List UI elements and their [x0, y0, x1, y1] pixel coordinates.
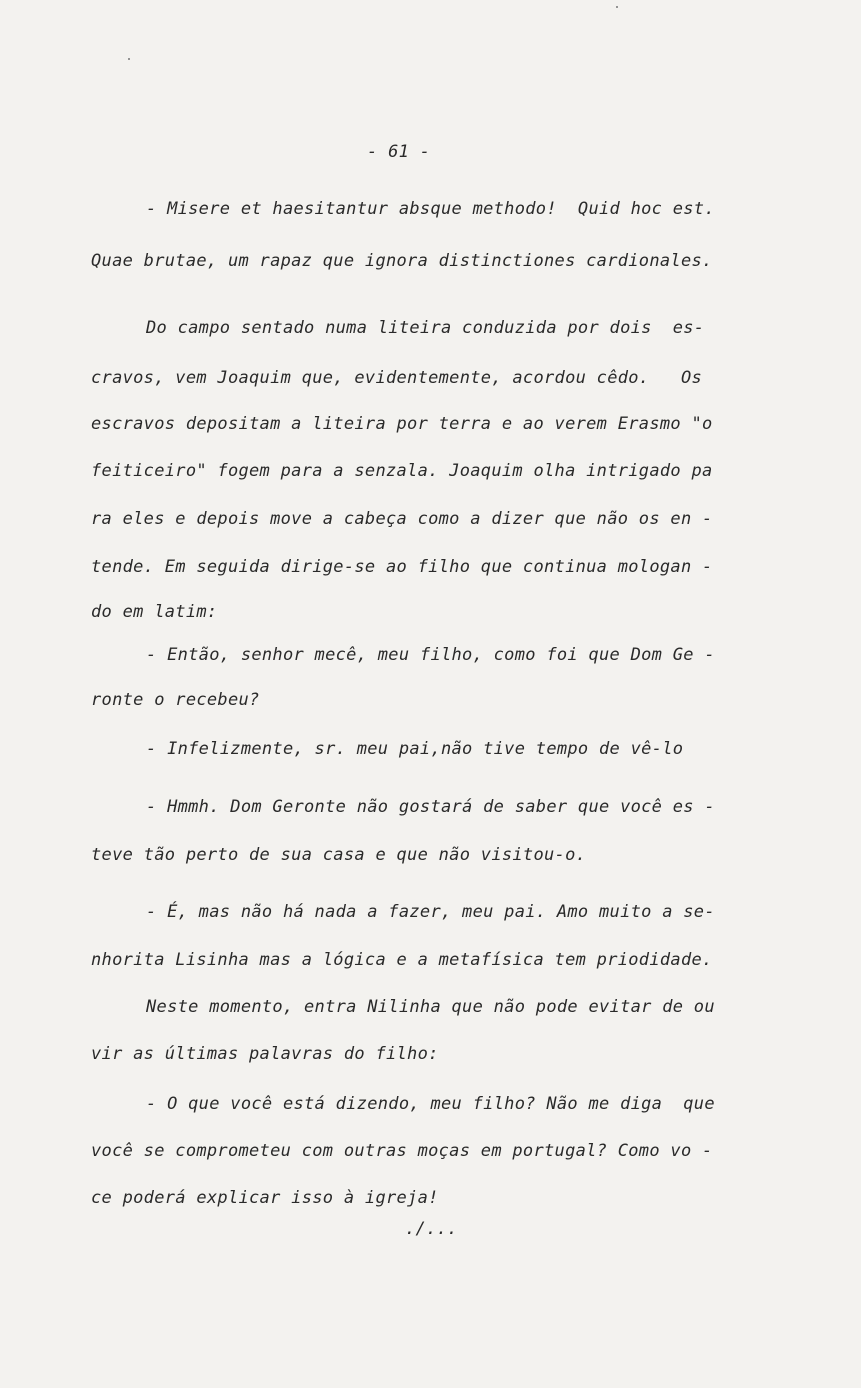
text-line: escravos depositam a liteira por terra e ao verem Erasmo "o	[91, 414, 713, 434]
text-line: vir as últimas palavras do filho:	[91, 1044, 439, 1064]
text-line: - É, mas não há nada a fazer, meu pai. Amo muito a se-	[146, 902, 715, 922]
text-line: você se comprometeu com outras moças em portugal? Como vo -	[91, 1141, 713, 1161]
paper-speck	[128, 58, 130, 60]
text-line: nhorita Lisinha mas a lógica e a metafísica tem priodidade.	[91, 950, 713, 970]
text-line: Do campo sentado numa liteira conduzida por dois es-	[146, 318, 705, 338]
paper-speck	[616, 6, 618, 8]
text-line: - Então, senhor mecê, meu filho, como foi que Dom Ge -	[146, 645, 715, 665]
text-line: tende. Em seguida dirige-se ao filho que continua mologan -	[91, 557, 713, 577]
text-line: - O que você está dizendo, meu filho? Não me diga que	[146, 1094, 715, 1114]
text-line: teve tão perto de sua casa e que não visitou-o.	[91, 845, 587, 865]
continuation-mark: ./...	[405, 1219, 458, 1239]
text-line: ra eles e depois move a cabeça como a dizer que não os en -	[91, 509, 713, 529]
text-line: ce poderá explicar isso à igreja!	[91, 1188, 439, 1208]
text-line: feiticeiro" fogem para a senzala. Joaquim olha intrigado pa	[91, 461, 713, 481]
text-line: - Infelizmente, sr. meu pai,não tive tempo de vê-lo	[146, 739, 684, 759]
page-number: - 61 -	[367, 142, 431, 162]
text-line: ronte o recebeu?	[91, 690, 260, 710]
text-line: do em latim:	[91, 602, 218, 622]
text-line: Neste momento, entra Nilinha que não pode evitar de ou	[146, 997, 715, 1017]
text-line: Quae brutae, um rapaz que ignora distinctiones cardionales.	[91, 251, 713, 271]
text-line: - Hmmh. Dom Geronte não gostará de saber que você es -	[146, 797, 715, 817]
text-line: cravos, vem Joaquim que, evidentemente, acordou cêdo. Os	[91, 368, 703, 388]
text-line: - Misere et haesitantur absque methodo! Quid hoc est.	[146, 199, 715, 219]
